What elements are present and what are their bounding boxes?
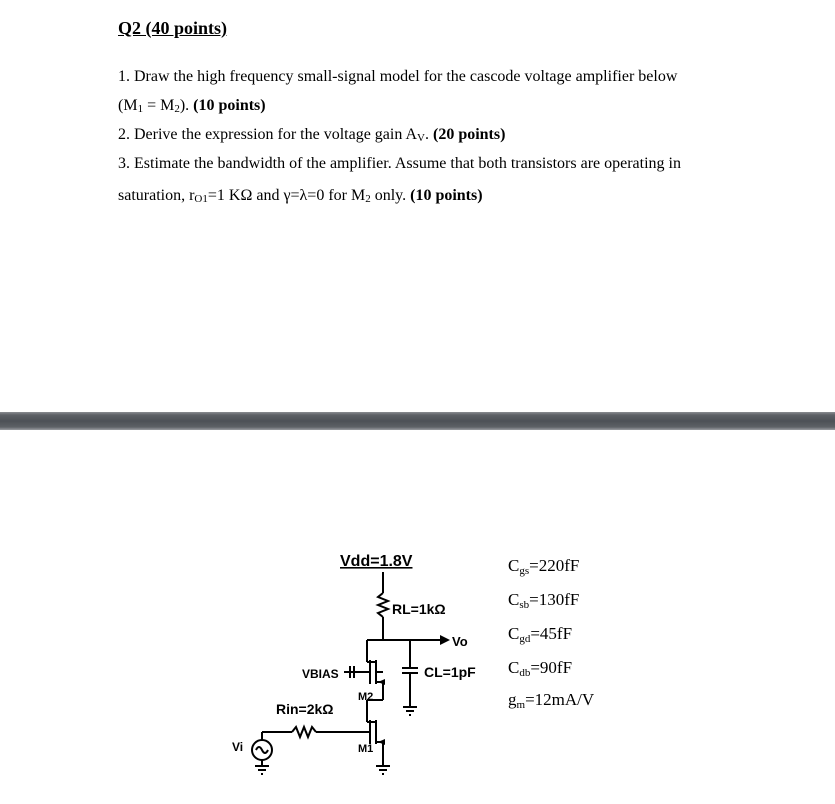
item-1-line-b: (M1 = M2). (10 points)	[118, 97, 266, 115]
item-3-line-a: 3. Estimate the bandwidth of the amplifier. Assume that both transistors are operating in	[118, 155, 681, 172]
rin-resistor-symbol	[292, 727, 316, 737]
rl-resistor-symbol	[378, 593, 388, 617]
item-3-points: (10 points)	[410, 187, 483, 204]
param-gm: gm=12mA/V	[508, 690, 595, 711]
m2-label: M2	[358, 691, 374, 703]
rin-label: Rin=2kΩ	[276, 701, 334, 717]
vdd-label: Vdd=1.8V	[340, 553, 413, 570]
cl-label: CL=1pF	[424, 664, 476, 680]
m1-label: M1	[358, 743, 374, 755]
item-1-points: (10 points)	[193, 97, 266, 114]
vbias-label: VBIAS	[302, 667, 339, 681]
question-title: Q2 (40 points)	[118, 18, 228, 38]
vi-label: Vi	[232, 740, 244, 754]
item-1-line-a: 1. Draw the high frequency small-signal model for the cascode voltage amplifier below	[118, 68, 678, 85]
page-divider	[0, 412, 835, 430]
rl-label: RL=1kΩ	[392, 601, 446, 617]
item-3-line-b: saturation, rO1=1 KΩ and γ=λ=0 for M2 only. (10 points)	[118, 187, 483, 205]
param-csb: Csb=130fF	[508, 590, 580, 611]
item-2-line: 2. Derive the expression for the voltage gain AV. (20 points)	[118, 126, 506, 144]
param-cgs: Cgs=220fF	[508, 556, 580, 577]
param-cgd: Cgd=45fF	[508, 624, 573, 645]
vo-label: Vo	[452, 634, 468, 649]
item-2-points: (20 points)	[432, 126, 506, 143]
param-cdb: Cdb=90fF	[508, 658, 573, 679]
cascode-circuit-diagram	[0, 430, 835, 804]
